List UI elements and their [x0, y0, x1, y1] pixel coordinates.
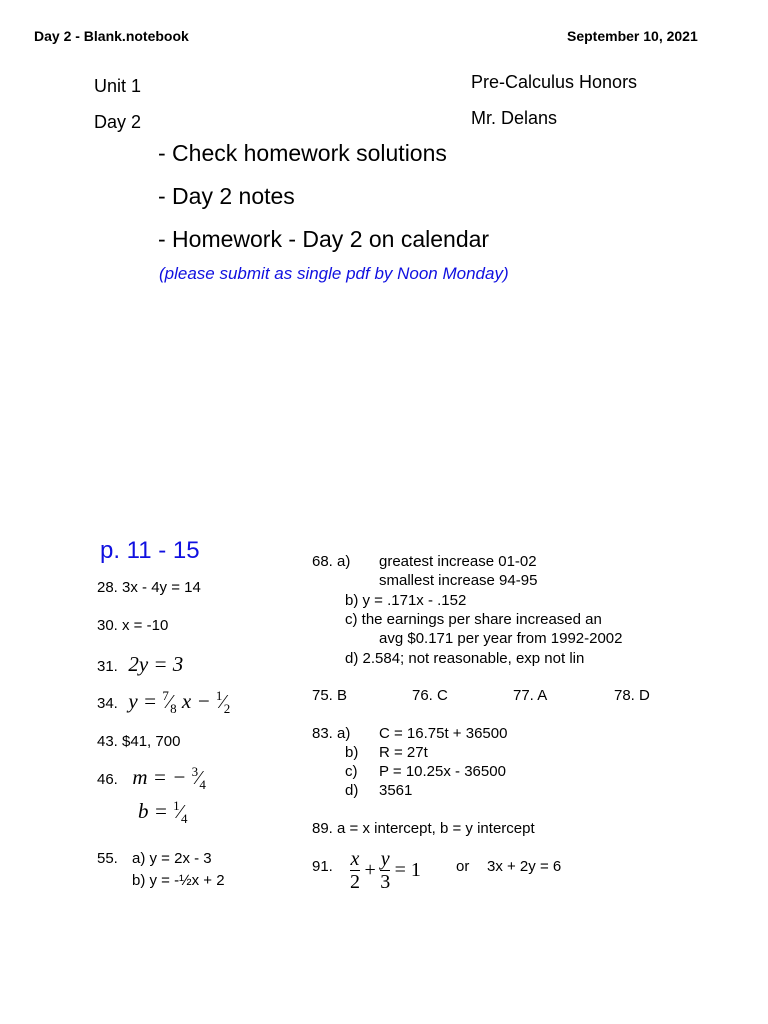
fraction-y-over-3: $\frac{y}{3}$ — [380, 848, 391, 893]
answer-34 — [97, 688, 230, 717]
answer-46-number: 46. — [97, 771, 118, 788]
answer-76: 76. C — [412, 687, 448, 704]
equation-line-34: $y = ^7⁄_8$ $x - ^1⁄_2$ — [128, 688, 231, 717]
course-name: Pre-Calculus Honors — [471, 72, 638, 92]
answer-46 — [97, 764, 206, 793]
notebook-filename: Day 2 - Blank.notebook — [34, 28, 189, 44]
unit-label: Unit 1 — [94, 76, 142, 96]
answer-68-number: 68. a) — [312, 553, 351, 570]
agenda-item: - Homework - Day 2 on calendar — [158, 226, 490, 252]
teacher-name: Mr. Delans — [471, 108, 558, 128]
answer-31-number: 31. — [97, 658, 118, 675]
answer-83a: C = 16.75t + 36500 — [379, 725, 508, 742]
answer-91-or: or — [456, 858, 470, 875]
answer-83-number: 83. a) — [312, 725, 351, 742]
answer-83c-label: c) — [345, 763, 358, 780]
fraction-x-over-2: $\frac{x}{2}$ — [350, 848, 360, 893]
equation-intercept-46: $b = ^1⁄_4$ — [138, 798, 188, 827]
answer-46-intercept — [138, 798, 188, 827]
answer-68b: b) y = .171x - .152 — [345, 592, 467, 609]
answer-83d: 3561 — [379, 782, 413, 799]
equation-2y-eq-3: 2y = 3 — [128, 652, 184, 676]
answer-68d: d) 2.584; not reasonable, exp not lin — [345, 650, 585, 667]
answer-68a-line2: smallest increase 94-95 — [379, 572, 538, 589]
equation-slope-46: m = − $^3⁄_4$ — [132, 764, 206, 793]
answer-34-number: 34. — [97, 695, 118, 712]
answer-83b-label: b) — [345, 744, 359, 761]
answer-55a: a) y = 2x - 3 — [132, 850, 212, 867]
answer-31 — [97, 652, 183, 677]
header-date: September 10, 2021 — [567, 28, 698, 44]
answer-75: 75. B — [312, 687, 348, 704]
answer-68a-line1: greatest increase 01-02 — [379, 553, 537, 570]
answer-91-number: 91. — [312, 858, 333, 875]
answer-83d-label: d) — [345, 782, 359, 799]
answer-55-number: 55. — [97, 850, 118, 867]
answer-28: 28. 3x - 4y = 14 — [97, 579, 201, 596]
answer-30: 30. x = -10 — [97, 617, 169, 634]
answer-78: 78. D — [614, 687, 650, 704]
answer-43: 43. $41, 700 — [97, 733, 181, 750]
answer-68c: c) the earnings per share increased an — [345, 611, 602, 628]
agenda-item: - Check homework solutions — [158, 140, 447, 166]
page-reference: p. 11 - 15 — [100, 537, 200, 564]
answer-89: 89. a = x intercept, b = y intercept — [312, 820, 535, 837]
submission-note: (please submit as single pdf by Noon Monday) — [159, 264, 509, 283]
agenda-item: - Day 2 notes — [158, 183, 295, 209]
day-label: Day 2 — [94, 112, 142, 132]
answer-83b: R = 27t — [379, 744, 428, 761]
answer-55b: b) y = -½x + 2 — [132, 872, 225, 889]
answer-68c-cont: avg $0.171 per year from 1992-2002 — [379, 630, 623, 647]
answer-83c: P = 10.25x - 36500 — [379, 763, 506, 780]
answer-77: 77. A — [513, 687, 548, 704]
equation-intercept-form-91: $\frac{x}{2} + \frac{y}{3} = 1$ — [350, 848, 421, 893]
answer-91-standard-form: 3x + 2y = 6 — [487, 858, 562, 875]
